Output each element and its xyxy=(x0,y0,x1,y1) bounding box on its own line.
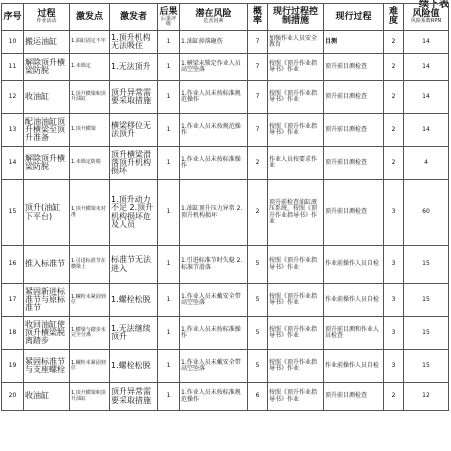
table-row xyxy=(2,350,449,383)
probability-cell: 5 xyxy=(248,246,268,284)
trigger-point-cell: 1.引进标准节在横梁上 xyxy=(70,246,110,284)
table-row xyxy=(2,180,449,246)
difficulty-cell: 2 xyxy=(384,31,404,54)
column-header xyxy=(180,4,248,31)
process-cell: 配油油缸顶升横梁至顶升准备 xyxy=(24,114,70,147)
column-header xyxy=(110,4,158,31)
trigger-point-cell: 1.顶升横梁和顶升油缸 xyxy=(70,383,110,411)
column-header xyxy=(248,4,268,31)
trigger-point-cell: 1.顶升横梁未对准 xyxy=(70,180,110,246)
column-header-label: 后果 xyxy=(159,6,178,17)
difficulty-cell: 2 xyxy=(384,81,404,114)
rpn-cell: 14 xyxy=(404,114,449,147)
control-measure-cell: 按照《顶升作业指导书》作业 xyxy=(268,54,324,81)
severity-cell: 1 xyxy=(158,114,180,147)
process-cell: 解除顶升横梁防脱 xyxy=(24,147,70,180)
trigger-point-cell: 1.未锁定防脱 xyxy=(70,147,110,180)
rpn-cell: 15 xyxy=(404,246,449,284)
row-number: 12 xyxy=(2,81,24,114)
difficulty-cell: 3 xyxy=(384,284,404,317)
probability-cell: 5 xyxy=(248,350,268,383)
control-measure-cell: 按照《顶升作业指导书》作业 xyxy=(268,317,324,350)
current-control-cell: 顶升前目测检查 xyxy=(324,180,384,246)
difficulty-cell: 2 xyxy=(384,147,404,180)
rpn-cell: 4 xyxy=(404,147,449,180)
rpn-cell: 12 xyxy=(404,383,449,411)
table-row xyxy=(2,54,449,81)
current-control-cell: 目测 xyxy=(324,31,384,54)
column-header-sub: 危害因素 xyxy=(203,18,224,24)
severity-cell: 1 xyxy=(158,81,180,114)
current-control-cell: 顶升前目测检查 xyxy=(324,54,384,81)
current-control-cell: 作业前操作人员自检 xyxy=(324,246,384,284)
process-cell: 推入标准节 xyxy=(24,246,70,284)
table-row xyxy=(2,81,449,114)
control-measure-cell: 按照《顶升作业指导书》作业 xyxy=(268,383,324,411)
probability-cell: 2 xyxy=(248,180,268,246)
current-control-cell: 顶升前目测检查 xyxy=(324,81,384,114)
row-number: 16 xyxy=(2,246,24,284)
hazard-cell: 1.油缸顶升压力异常 2.顶升机构损坏 xyxy=(180,180,248,246)
severity-cell: 1 xyxy=(158,284,180,317)
hazard-cell: 1.油缸掉落砸伤 xyxy=(180,31,248,54)
severity-cell: 1 xyxy=(158,180,180,246)
probability-cell: 7 xyxy=(248,114,268,147)
hazard-cell: 1.作业人员未戴安全带高空坠落 xyxy=(180,350,248,383)
severity-cell: 1 xyxy=(158,317,180,350)
hazard-cell: 1.作业人员未按标准规范操作 xyxy=(180,383,248,411)
control-measure-cell: 按照《顶升作业指导书》作业 xyxy=(268,350,324,383)
hazard-cell: 1.作业人员未按标准操作 xyxy=(180,317,248,350)
column-header xyxy=(384,4,404,31)
probability-cell: 7 xyxy=(248,31,268,54)
rpn-cell: 15 xyxy=(404,350,449,383)
row-number: 19 xyxy=(2,350,24,383)
rpn-cell: 14 xyxy=(404,54,449,81)
trigger-point-cell: 1.未锁定 xyxy=(70,54,110,81)
hazard-cell: 1.作业人员未按标准操作 xyxy=(180,147,248,180)
process-cell: 顶升(油缸下平台) xyxy=(24,180,70,246)
table-row xyxy=(2,31,449,54)
column-header-label: 序号 xyxy=(3,11,22,22)
process-cell: 收油缸 xyxy=(24,81,70,114)
trigger-point-cell: 1.顶升横梁 xyxy=(70,114,110,147)
column-header-label: 风险值 xyxy=(412,9,440,19)
rpn-cell: 14 xyxy=(404,81,449,114)
probability-cell: 7 xyxy=(248,81,268,114)
column-header xyxy=(158,4,180,31)
probability-cell: 7 xyxy=(248,54,268,81)
rpn-cell: 15 xyxy=(404,284,449,317)
difficulty-cell: 3 xyxy=(384,246,404,284)
column-header-label: 激发点 xyxy=(75,11,103,22)
trigger-cell: 1.顶升机构无法吸住 xyxy=(110,31,158,54)
trigger-point-cell: 1.横梁与踏步未完全分离 xyxy=(70,317,110,350)
current-control-cell: 作业前操作人员自检 xyxy=(324,284,384,317)
process-cell: 收油缸 xyxy=(24,383,70,411)
probability-cell: 6 xyxy=(248,383,268,411)
trigger-cell: 横梁移位无法顶升 xyxy=(110,114,158,147)
column-header-label: 过程 xyxy=(37,9,56,19)
column-header-sub: 后果评级 xyxy=(160,15,176,27)
risk-table xyxy=(1,3,449,411)
hazard-cell: 1.横梁未锁定作业人员高空坠落 xyxy=(180,54,248,81)
control-measure-cell: 顶升前检查油缸液压系统，按照《顶升作业指导书》作业 xyxy=(268,180,324,246)
column-header-sub: 风险系数RPN xyxy=(410,18,442,24)
hazard-cell: 1.作业人员未戴安全带高空坠落 xyxy=(180,284,248,317)
row-number: 13 xyxy=(2,114,24,147)
column-header xyxy=(404,4,449,31)
row-number: 15 xyxy=(2,180,24,246)
rpn-cell: 60 xyxy=(404,180,449,246)
process-cell: 搬运油缸 xyxy=(24,31,70,54)
table-row xyxy=(2,383,449,411)
severity-cell: 1 xyxy=(158,147,180,180)
severity-cell: 1 xyxy=(158,246,180,284)
control-measure-cell: 按照《顶升作业指导书》作业 xyxy=(268,81,324,114)
trigger-cell: 顶升横梁滑落顶升机构损坏 xyxy=(110,147,158,180)
table-row xyxy=(2,317,449,350)
trigger-cell: 标准节无法进入 xyxy=(110,246,158,284)
difficulty-cell: 3 xyxy=(384,180,404,246)
table-row xyxy=(2,147,449,180)
hazard-cell: 1.引进标准节时失稳 2.标准节滑落 xyxy=(180,246,248,284)
process-cell: 紧固新进标准节与原标准节 xyxy=(24,284,70,317)
process-cell: 解除顶升横梁防脱 xyxy=(24,54,70,81)
table-row xyxy=(2,114,449,147)
rpn-cell: 15 xyxy=(404,317,449,350)
table-row xyxy=(2,284,449,317)
control-measure-cell: 加强作业人员安全教育 xyxy=(268,31,324,54)
trigger-cell: 1.无法顶升 xyxy=(110,54,158,81)
trigger-point-cell: 1.螺栓未紧固到位 xyxy=(70,350,110,383)
row-number: 14 xyxy=(2,147,24,180)
control-measure-cell: 按照《顶升作业指导书》作业 xyxy=(268,114,324,147)
process-cell: 紧固标准节与支座螺栓 xyxy=(24,350,70,383)
severity-cell: 1 xyxy=(158,31,180,54)
process-cell: 收回油缸使顶升横梁脱离踏步 xyxy=(24,317,70,350)
difficulty-cell: 3 xyxy=(384,350,404,383)
severity-cell: 1 xyxy=(158,383,180,411)
column-header-label: 潜在风险 xyxy=(195,9,232,19)
probability-cell: 5 xyxy=(248,317,268,350)
row-number: 20 xyxy=(2,383,24,411)
trigger-cell: 顶升异常需要采取措施 xyxy=(110,383,158,411)
trigger-cell: 1.螺栓松脱 xyxy=(110,350,158,383)
probability-cell: 5 xyxy=(248,284,268,317)
severity-cell: 1 xyxy=(158,54,180,81)
trigger-point-cell: 1.螺栓未紧固到位 xyxy=(70,284,110,317)
difficulty-cell: 2 xyxy=(384,114,404,147)
row-number: 18 xyxy=(2,317,24,350)
column-header xyxy=(324,4,384,31)
difficulty-cell: 2 xyxy=(384,383,404,411)
column-header xyxy=(24,4,70,31)
continued-label: 续下表 xyxy=(419,0,449,10)
column-header-label: 激发者 xyxy=(119,11,147,22)
difficulty-cell: 3 xyxy=(384,317,404,350)
trigger-point-cell: 1.顶升横梁和顶升油缸 xyxy=(70,81,110,114)
column-header xyxy=(70,4,110,31)
row-number: 11 xyxy=(2,54,24,81)
column-header xyxy=(2,4,24,31)
row-number: 10 xyxy=(2,31,24,54)
control-measure-cell: 作业人员按要求作业 xyxy=(268,147,324,180)
current-control-cell: 顶升前目测和作业人员检查 xyxy=(324,317,384,350)
control-measure-cell: 按照《顶升作业指导书》作业 xyxy=(268,246,324,284)
hazard-cell: 1.作业人员未按标准规范操作 xyxy=(180,81,248,114)
column-header-sub: 作业活动 xyxy=(36,18,57,24)
severity-cell: 1 xyxy=(158,350,180,383)
current-control-cell: 顶升前目测检查 xyxy=(324,147,384,180)
trigger-cell: 1.无法继续顶升 xyxy=(110,317,158,350)
current-control-cell: 顶升前目测检查 xyxy=(324,114,384,147)
trigger-cell: 顶升异常需要采取措施 xyxy=(110,81,158,114)
trigger-cell: 1.顶升动力不足 2.顶升机构损坏危及人员 xyxy=(110,180,158,246)
header-row xyxy=(2,4,449,31)
column-header-label: 概率 xyxy=(252,7,262,26)
column-header-label: 现行过程 xyxy=(335,11,372,22)
trigger-cell: 1.螺栓松脱 xyxy=(110,284,158,317)
column-header-label: 现行过程控制措施 xyxy=(272,7,318,26)
column-header-label: 难度 xyxy=(388,7,398,26)
trigger-point-cell: 1.油缸固定不牢 xyxy=(70,31,110,54)
hazard-cell: 1.作业人员未按规范操作 xyxy=(180,114,248,147)
table-row xyxy=(2,246,449,284)
probability-cell: 2 xyxy=(248,147,268,180)
column-header xyxy=(268,4,324,31)
row-number: 17 xyxy=(2,284,24,317)
current-control-cell: 顶升前目测检查 xyxy=(324,383,384,411)
control-measure-cell: 按照《顶升作业指导书》作业 xyxy=(268,284,324,317)
difficulty-cell: 2 xyxy=(384,54,404,81)
rpn-cell: 14 xyxy=(404,31,449,54)
table-body xyxy=(2,31,449,411)
current-control-cell: 作业前操作人员自检 xyxy=(324,350,384,383)
